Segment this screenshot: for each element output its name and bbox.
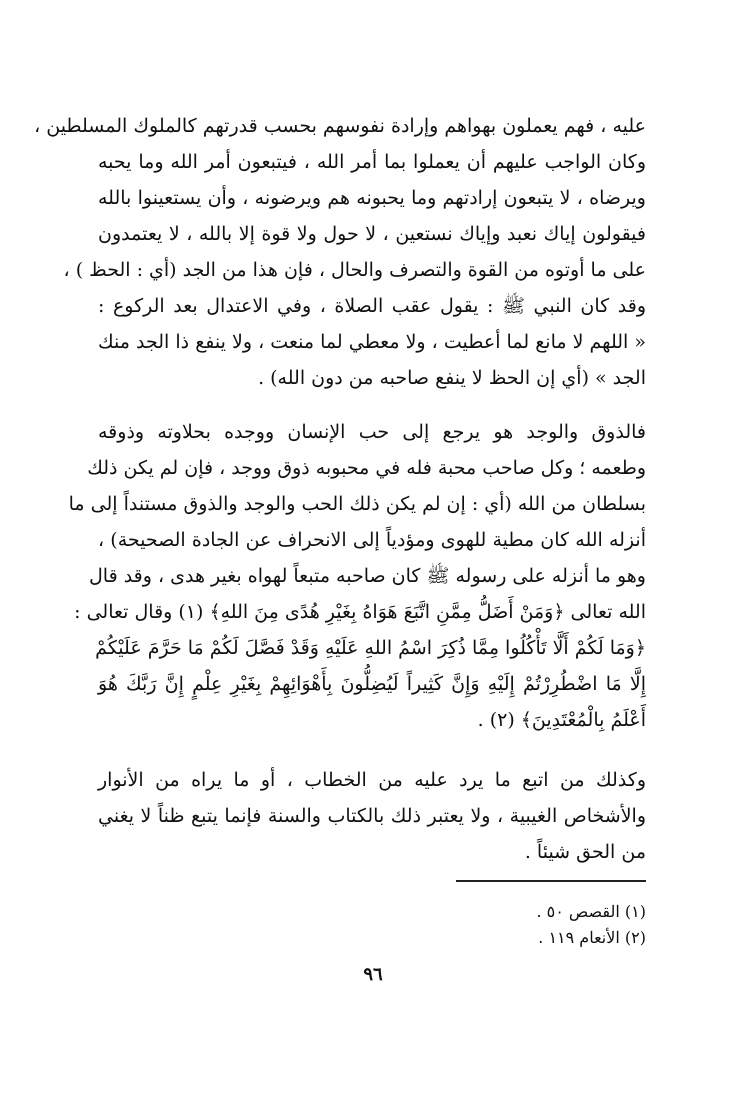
paragraph-2-line-8: إِلَّا مَا اضْطُرِرْتُمْ إِلَيْهِ وَإِنَّ كَثِيراً لَيُضِلُّونَ بِأَهْوَائِهِمْ بِغَيْرِ عِلْمٍ إِنَّ رَبَّكَ هُوَ [98,673,646,695]
paragraph-3-line-3: من الحق شيئاً . [524,841,646,863]
page-number: ٩٦ [363,964,383,985]
paragraph-2-line-4: أنزله الله كان مطية للهوى ومؤدياً إلى الانحراف عن الجادة الصحيحة) ، [98,529,646,551]
paragraph-1-line-3: ويرضاه ، لا يتبعون إرادتهم وما يحبونه هم ويرضونه ، وأن يستعينوا بالله [98,187,646,209]
paragraph-1-line-4: فيقولون إياك نعبد وإياك نستعين ، لا حول ولا قوة إلا بالله ، لا يعتمدون [98,223,646,245]
paragraph-2-line-7: ﴿وَمَا لَكُمْ أَلَّا تَأْكُلُوا مِمَّا ذُكِرَ اسْمُ اللهِ عَلَيْهِ وَقَدْ فَصَّلَ لَكُمْ مَا حَرَّمَ عَلَيْكُمْ [95,637,646,659]
paragraph-1-line-7: « اللهم لا مانع لما أعطيت ، ولا معطي لما منعت ، ولا ينفع ذا الجد منك [98,331,646,353]
paragraph-1-line-8: الجد » (أي إن الحظ لا ينفع صاحبه من دون الله) . [258,367,646,389]
footnote-1: (١) القصص ٥٠ . [536,902,646,921]
paragraph-3-line-2: والأشخاص الغيبية ، ولا يعتبر ذلك بالكتاب والسنة فإنما يتبع ظناً لا يغني [98,805,646,827]
paragraph-1-line-5: على ما أوتوه من القوة والتصرف والحال ، فإن هذا من الجد (أي : الحظ ) ، [63,259,646,281]
paragraph-2-line-1: فالذوق والوجد هو يرجع إلى حب الإنسان ووجده بحلاوته وذوقه [98,421,646,443]
paragraph-1-line-2: وكان الواجب عليهم أن يعملوا بما أمر الله ، فيتبعون أمر الله وما يحبه [98,151,646,173]
paragraph-2-line-5: وهو ما أنزله على رسوله ﷺ كان صاحبه متبعاً لهواه بغير هدى ، وقد قال [88,565,646,587]
paragraph-2-line-9: أَعْلَمُ بِالْمُعْتَدِينَ﴾ (٢) . [477,709,646,731]
paragraph-3-line-1: وكذلك من اتبع ما يرد عليه من الخطاب ، أو ما يراه من الأنوار [98,769,646,791]
footnote-divider [456,880,646,882]
paragraph-2-line-2: وطعمه ؛ وكل صاحب محبة فله في محبوبه ذوق ووجد ، فإن لم يكن ذلك [87,457,646,479]
footnote-2: (٢) الأنعام ١١٩ . [538,928,646,947]
paragraph-1-line-1: عليه ، فهم يعملون بهواهم وإرادة نفوسهم بحسب قدرتهم كالملوك المسلطين ، [34,115,646,137]
paragraph-2-line-3: بسلطان من الله (أي : إن لم يكن ذلك الحب والوجد والذوق مستنداً إلى ما [68,493,646,515]
paragraph-1-line-6: وقد كان النبي ﷺ : يقول عقب الصلاة ، وفي الاعتدال بعد الركوع : [98,295,646,317]
paragraph-2-line-6: الله تعالى ﴿وَمَنْ أَضَلُّ مِمَّنِ اتَّبَعَ هَوَاهُ بِغَيْرِ هُدًى مِنَ اللهِ﴾ (١) وقال تعالى : [74,601,646,623]
